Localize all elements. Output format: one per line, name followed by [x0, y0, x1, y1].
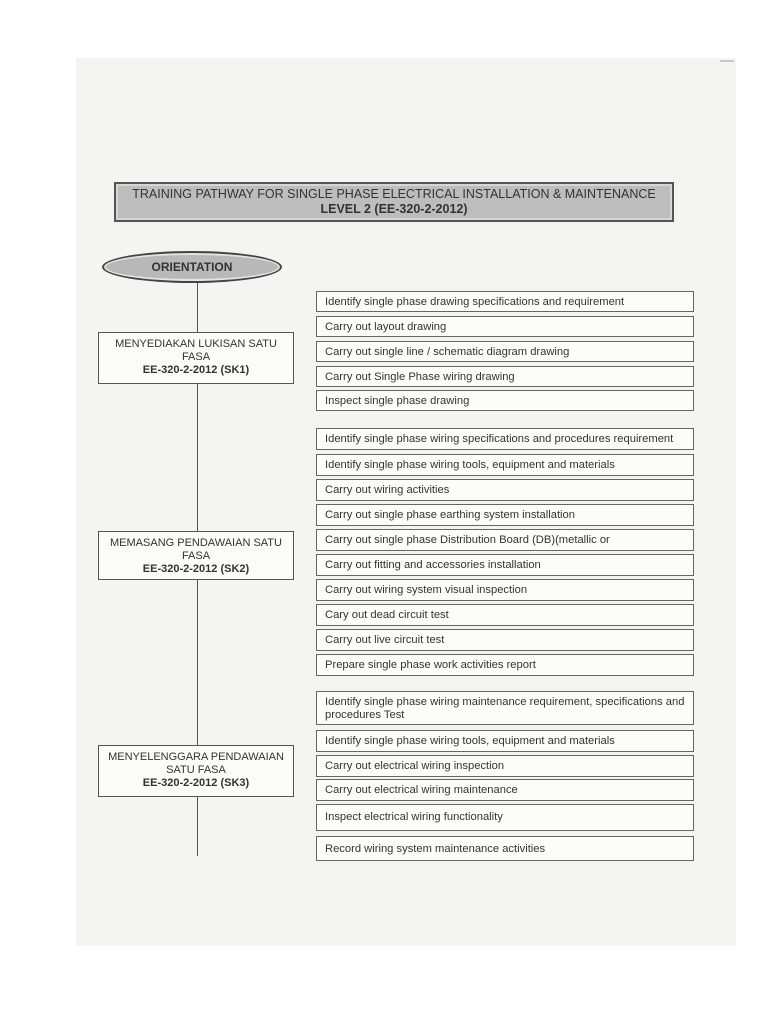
task-item: Carry out electrical wiring maintenance	[316, 779, 694, 801]
task-item: Identify single phase drawing specifications and requirement	[316, 291, 694, 312]
task-item: Carry out Single Phase wiring drawing	[316, 366, 694, 387]
unit-code: EE-320-2-2012 (SK2)	[142, 563, 250, 575]
task-item: Cary out dead circuit test	[316, 604, 694, 626]
title-line-1: TRAINING PATHWAY FOR SINGLE PHASE ELECTRICAL INSTALLATION & MAINTENANCE	[132, 187, 656, 201]
task-item: Carry out single phase Distribution Board (DB)(metallic or	[316, 529, 694, 551]
unit-name: MENYEDIAKAN LUKISAN SATU FASA	[115, 338, 277, 363]
task-item: Carry out wiring activities	[316, 479, 694, 501]
task-item: Identify single phase wiring specifications and procedures requirement	[316, 428, 694, 450]
task-item: Carry out single phase earthing system installation	[316, 504, 694, 526]
task-item: Identify single phase wiring tools, equipment and materials	[316, 730, 694, 752]
unit-sk3	[98, 745, 294, 797]
unit-name: MEMASANG PENDAWAIAN SATU FASA	[110, 537, 282, 562]
task-item: Carry out fitting and accessories installation	[316, 554, 694, 576]
pathway-title	[114, 182, 674, 222]
task-item: Inspect electrical wiring functionality	[316, 804, 694, 831]
unit-name: MENYELENGGARA PENDAWAIAN SATU FASA	[108, 751, 284, 776]
task-item: Carry out wiring system visual inspection	[316, 579, 694, 601]
task-item: Prepare single phase work activities report	[316, 654, 694, 676]
scan-mark	[720, 60, 734, 62]
task-item: Identify single phase wiring maintenance requirement, specifications and procedures Test	[316, 691, 694, 725]
task-item: Record wiring system maintenance activities	[316, 836, 694, 861]
task-item: Carry out electrical wiring inspection	[316, 755, 694, 777]
unit-code: EE-320-2-2012 (SK1)	[142, 364, 250, 376]
unit-code: EE-320-2-2012 (SK3)	[142, 777, 250, 789]
task-item: Identify single phase wiring tools, equipment and materials	[316, 454, 694, 476]
orientation-node: ORIENTATION	[102, 251, 282, 283]
unit-sk1	[98, 332, 294, 384]
task-item: Carry out single line / schematic diagram drawing	[316, 341, 694, 362]
task-item: Carry out live circuit test	[316, 629, 694, 651]
title-line-2: LEVEL 2 (EE-320-2-2012)	[320, 202, 468, 216]
task-item: Carry out layout drawing	[316, 316, 694, 337]
task-item: Inspect single phase drawing	[316, 390, 694, 411]
unit-sk2	[98, 531, 294, 580]
